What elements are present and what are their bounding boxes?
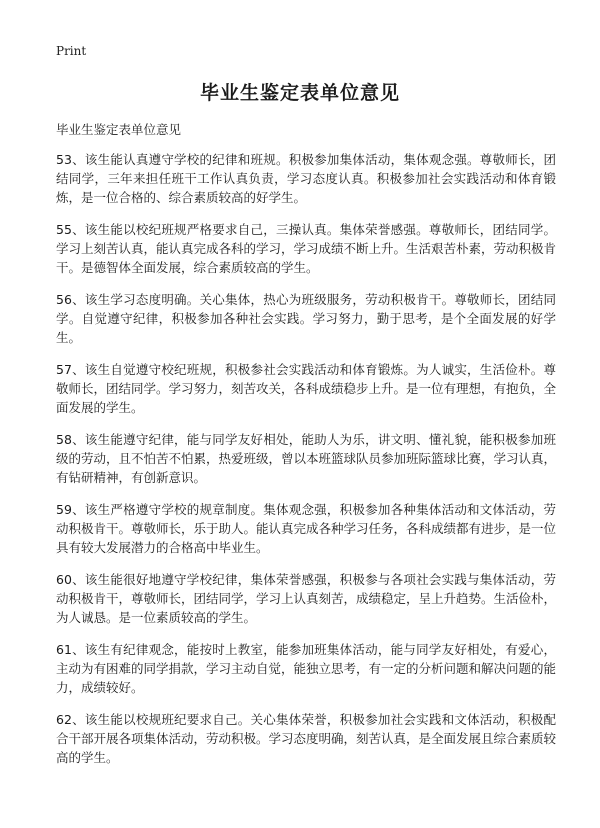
paragraph-57: 57、该生自觉遵守校纪班规，积极参社会实践活动和体育锻炼。为人诚实，生活俭朴。尊敬师长，团结同学。学习努力，刻苦攻关，各科成绩稳步上升。是一位有理想，有抱负，全面发展的学生。: [56, 362, 557, 415]
paragraph-55: 55、该生能以校纪班规严格要求自己，三操认真。集体荣誉感强。尊敬师长，团结同学。学习上刻苦认真，能认真完成各科的学习，学习成绩不断上升。生活艰苦朴素，劳动积极肯干。是德智体全面发展，综合素质较高的学生。: [56, 222, 557, 275]
paragraph-62: 62、该生能以校规班纪要求自己。关心集体荣誉，积极参加社会实践和文体活动，积极配合干部开展各项集体活动，劳动积极。学习态度明确，刻苦认真，是全面发展且综合素质较高的学生。: [56, 712, 557, 765]
print-link[interactable]: Print: [56, 44, 87, 58]
section-subtitle: 毕业生鉴定表单位意见: [56, 122, 182, 137]
document-body: [56, 120, 556, 780]
paragraph-60: 60、该生能很好地遵守学校纪律，集体荣誉感强，积极参与各项社会实践与集体活动，劳动积极肯干，尊敬师长，团结同学，学习上认真刻苦，成绩稳定，呈上升趋势。生活俭朴，为人诚恳。是一位素质较高的学生。: [56, 572, 557, 625]
paragraph-61: 61、该生有纪律观念，能按时上教室，能参加班集体活动，能与同学友好相处，有爱心，主动为有困难的同学捐款，学习主动自觉，能独立思考，有一定的分析问题和解决问题的能力，成绩较好。: [56, 642, 557, 695]
paragraph-59: 59、该生严格遵守学校的规章制度。集体观念强，积极参加各种集体活动和文体活动，劳动积极肯干。尊敬师长，乐于助人。能认真完成各种学习任务，各科成绩都有进步，是一位具有较大发展潜力的合格高中毕业生。: [56, 502, 557, 555]
paragraph-56: 56、该生学习态度明确。关心集体，热心为班级服务，劳动积极肯干。尊敬师长，团结同学。自觉遵守纪律，积极参加各种社会实践。学习努力，勤于思考，是个全面发展的好学生。: [56, 292, 556, 345]
page-title: 毕业生鉴定表单位意见: [199, 82, 400, 104]
paragraph-58: 58、该生能遵守纪律，能与同学友好相处，能助人为乐，讲文明、懂礼貌，能积极参加班级的劳动，且不怕苦不怕累，热爱班级，曾以本班篮球队员参加班际篮球比赛，学习认真，有钻研精神，有创新意识。: [56, 432, 557, 485]
paragraph-53: 53、该生能认真遵守学校的纪律和班规。积极参加集体活动，集体观念强。尊敬师长，团结同学，三年来担任班干工作认真负责，学习态度认真。积极参加社会实践活动和体育锻炼，是一位合格的、综合素质较高的好学生。: [56, 152, 556, 205]
